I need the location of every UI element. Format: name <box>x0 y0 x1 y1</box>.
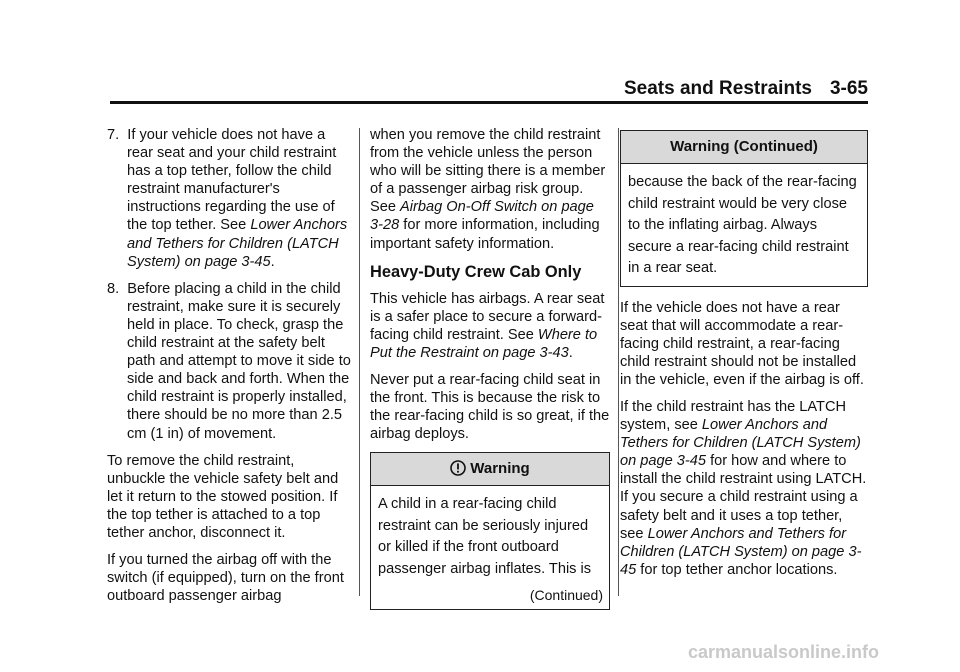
cross-reference: Airbag On-Off Switch on page 3-28 <box>370 199 594 234</box>
column-divider-1 <box>359 128 360 596</box>
section-title: Seats and Restraints <box>624 78 812 99</box>
column-3 <box>620 126 868 588</box>
paragraph <box>620 398 868 579</box>
column-divider-2 <box>618 128 619 596</box>
column-1 <box>107 126 351 614</box>
cross-reference: Lower Anchors and Tethers for Children (LATCH System) on page 3-45 <box>620 525 862 578</box>
page-number: 3-65 <box>829 78 868 99</box>
watermark: carmanualsonline.info <box>688 642 880 662</box>
text: for more information, including important safety information. <box>370 217 600 252</box>
column-2 <box>370 126 610 622</box>
list-number: 8. <box>107 280 120 297</box>
paragraph: If the vehicle does not have a rear seat that will accommodate a rear-facing child restraint, a rear-facing child restraint should not be installed in the vehicle, even if the airbag is off. <box>620 299 864 388</box>
text: for top tether anchor locations. <box>636 561 838 578</box>
text: . <box>568 344 573 361</box>
text: This vehicle has airbags. A rear seat is a safer place to secure a forward-facing child restraint. See <box>370 290 605 343</box>
text: when you remove the child restraint from the vehicle unless the person who will be sitting there is a member of a passenger airbag risk group. See <box>370 127 606 216</box>
list-item-8 <box>107 280 351 443</box>
section-heading: Heavy-Duty Crew Cab Only <box>370 262 582 281</box>
warning-title <box>371 453 609 486</box>
paragraph: To remove the child restraint, unbuckle the vehicle safety belt and let it return to the stowed position. If the top tether is attached to a top tether anchor, disconnect it. <box>107 452 339 541</box>
warning-body: A child in a rear-facing child restraint can be seriously injured or killed if the front outboard passenger airbag inflates. This is <box>378 496 592 577</box>
page-header <box>616 78 868 100</box>
cross-reference: Lower Anchors and Tethers for Children (LATCH System) on page 3-45 <box>620 417 861 470</box>
warning-title: Warning (Continued) <box>621 131 867 164</box>
cross-reference: Lower Anchors and Tethers for Children (LATCH System) on page 3-45 <box>127 217 348 270</box>
warning-body: because the back of the rear-facing child restraint would be very close to the inflating airbag. Always secure a rear-facing child restraint in a rear seat. <box>628 174 857 276</box>
paragraph <box>370 126 610 253</box>
continued-label: (Continued) <box>529 587 603 604</box>
text: for how and where to install the child restraint using LATCH. If you secure a child restraint using a safety belt and it uses a top tether, see <box>620 453 867 542</box>
alert-icon <box>450 460 466 476</box>
paragraph: Never put a rear-facing child seat in the front. This is because the risk to the rear-facing child is so great, if the airbag deploys. <box>370 372 610 443</box>
list-text: Before placing a child in the child restraint, make sure it is securely held in place. To check, grasp the child restraint at the safety belt path and attempt to move it side to side and back and forth. When the child restraint is properly installed, there should be no more than 2.5 cm (1 in) of movement. <box>127 280 351 442</box>
cross-reference: Where to Put the Restraint on page 3-43 <box>370 326 598 361</box>
warning-box <box>370 452 610 609</box>
list-text: If your vehicle does not have a rear seat and your child restraint has a top tether, follow the child restraint manufacturer's instructions regarding the use of the top tether. See <box>127 127 337 234</box>
text: If the child restraint has the LATCH system, see <box>620 398 847 434</box>
list-number: 7. <box>107 127 120 143</box>
list-item-7 <box>107 126 351 271</box>
paragraph: If you turned the airbag off with the switch (if equipped), turn on the front outboard passenger airbag <box>107 552 344 605</box>
warning-box-continued <box>620 130 868 287</box>
paragraph <box>370 290 610 362</box>
punct: . <box>270 253 275 270</box>
header-rule <box>110 101 868 104</box>
warning-label: Warning <box>470 460 530 478</box>
